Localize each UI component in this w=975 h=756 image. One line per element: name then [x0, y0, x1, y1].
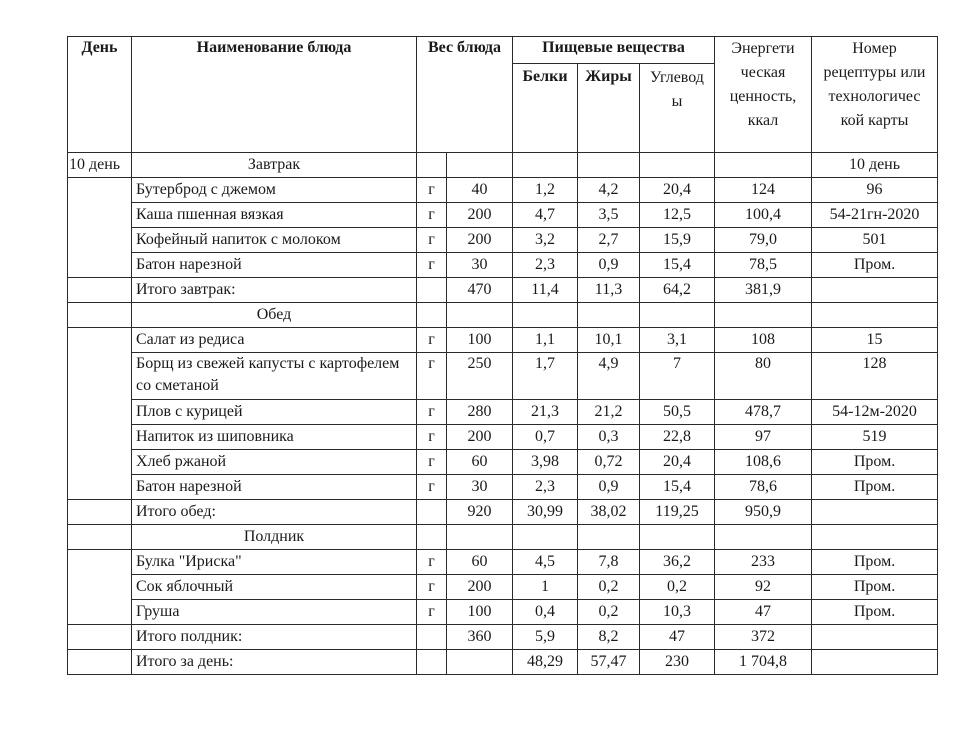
protein: 3,2 [513, 228, 578, 253]
fat: 4,9 [578, 353, 640, 400]
dish-name: Сок яблочный [132, 575, 417, 600]
energy: 47 [715, 600, 812, 625]
energy: 100,4 [715, 203, 812, 228]
fat: 0,72 [578, 450, 640, 475]
dish-name: Булка "Ириска" [132, 550, 417, 575]
dish-name: Напиток из шиповника [132, 425, 417, 450]
total-row-breakfast [68, 278, 938, 303]
total-row-snack [68, 625, 938, 650]
weight: 280 [447, 400, 513, 425]
table-row [68, 328, 938, 353]
total-label: Итого полдник: [132, 625, 417, 650]
fat: 0,2 [578, 600, 640, 625]
dish-name: Кофейный напиток с молоком [132, 228, 417, 253]
fat: 0,3 [578, 425, 640, 450]
carbs: 15,4 [640, 253, 715, 278]
unit: г [417, 400, 447, 425]
header-weight: Вес блюда [417, 37, 513, 153]
fat: 0,9 [578, 253, 640, 278]
energy: 478,7 [715, 400, 812, 425]
protein: 1,7 [513, 353, 578, 400]
energy: 80 [715, 353, 812, 400]
weight: 200 [447, 575, 513, 600]
protein: 2,3 [513, 475, 578, 500]
dish-name: Батон нарезной [132, 475, 417, 500]
weight: 250 [447, 353, 513, 400]
total-row-day [68, 650, 938, 675]
carbs: 3,1 [640, 328, 715, 353]
energy: 108,6 [715, 450, 812, 475]
unit: г [417, 228, 447, 253]
dish-name: Батон нарезной [132, 253, 417, 278]
dish-name: Бутерброд с джемом [132, 178, 417, 203]
fat: 4,2 [578, 178, 640, 203]
unit: г [417, 203, 447, 228]
header-row-1 [68, 37, 938, 64]
protein: 0,4 [513, 600, 578, 625]
header-carbs: Углевод ы [640, 64, 715, 153]
recipe: 54-21гн-2020 [812, 203, 938, 228]
carbs: 50,5 [640, 400, 715, 425]
menu-table [67, 36, 938, 675]
recipe: Пром. [812, 450, 938, 475]
protein: 4,5 [513, 550, 578, 575]
day-total-label: Итого за день: [132, 650, 417, 675]
total-protein: 11,4 [513, 278, 578, 303]
section-title-breakfast: Завтрак [132, 153, 417, 178]
day-label-right: 10 день [812, 153, 938, 178]
protein: 0,7 [513, 425, 578, 450]
protein: 1,2 [513, 178, 578, 203]
total-energy: 372 [715, 625, 812, 650]
table-row [68, 450, 938, 475]
fat: 0,2 [578, 575, 640, 600]
header-protein: Белки [513, 64, 578, 153]
protein: 1,1 [513, 328, 578, 353]
table-row [68, 253, 938, 278]
day-total-energy: 1 704,8 [715, 650, 812, 675]
weight: 200 [447, 228, 513, 253]
lunch-title-row [68, 303, 938, 328]
recipe: 15 [812, 328, 938, 353]
total-carbs: 119,25 [640, 500, 715, 525]
protein: 21,3 [513, 400, 578, 425]
fat: 21,2 [578, 400, 640, 425]
energy: 233 [715, 550, 812, 575]
dish-name: Плов с курицей [132, 400, 417, 425]
total-weight: 360 [447, 625, 513, 650]
table-row [68, 203, 938, 228]
weight: 30 [447, 475, 513, 500]
section-title-lunch: Обед [132, 303, 417, 328]
recipe: 519 [812, 425, 938, 450]
table-row [68, 475, 938, 500]
table-row [68, 353, 938, 400]
fat: 7,8 [578, 550, 640, 575]
fat: 10,1 [578, 328, 640, 353]
total-carbs: 47 [640, 625, 715, 650]
day-label: 10 день [68, 153, 132, 178]
table-row [68, 400, 938, 425]
energy: 97 [715, 425, 812, 450]
carbs: 7 [640, 353, 715, 400]
total-label: Итого завтрак: [132, 278, 417, 303]
total-protein: 5,9 [513, 625, 578, 650]
section-title-snack: Полдник [132, 525, 417, 550]
recipe: 54-12м-2020 [812, 400, 938, 425]
recipe: Пром. [812, 550, 938, 575]
carbs: 12,5 [640, 203, 715, 228]
recipe: 96 [812, 178, 938, 203]
recipe: Пром. [812, 253, 938, 278]
total-energy: 381,9 [715, 278, 812, 303]
dish-name: Хлеб ржаной [132, 450, 417, 475]
unit: г [417, 425, 447, 450]
carbs: 20,4 [640, 450, 715, 475]
total-fat: 8,2 [578, 625, 640, 650]
table-row [68, 575, 938, 600]
recipe: 501 [812, 228, 938, 253]
recipe: Пром. [812, 475, 938, 500]
fat: 3,5 [578, 203, 640, 228]
dish-name: Салат из редиса [132, 328, 417, 353]
unit: г [417, 353, 447, 400]
total-weight: 920 [447, 500, 513, 525]
protein: 1 [513, 575, 578, 600]
total-label: Итого обед: [132, 500, 417, 525]
protein: 3,98 [513, 450, 578, 475]
breakfast-title-row [68, 153, 938, 178]
fat: 2,7 [578, 228, 640, 253]
day-total-protein: 48,29 [513, 650, 578, 675]
weight: 30 [447, 253, 513, 278]
weight: 40 [447, 178, 513, 203]
unit: г [417, 328, 447, 353]
total-energy: 950,9 [715, 500, 812, 525]
energy: 92 [715, 575, 812, 600]
weight: 100 [447, 600, 513, 625]
header-fat: Жиры [578, 64, 640, 153]
unit: г [417, 600, 447, 625]
protein: 4,7 [513, 203, 578, 228]
dish-name: Борщ из свежей капусты с картофелем со сметаной [132, 353, 417, 400]
table-row [68, 425, 938, 450]
energy: 124 [715, 178, 812, 203]
table-row [68, 178, 938, 203]
snack-title-row [68, 525, 938, 550]
dish-name: Каша пшенная вязкая [132, 203, 417, 228]
unit: г [417, 178, 447, 203]
header-recipe: Номер рецептуры или технологичес кой карты [812, 37, 938, 153]
total-fat: 11,3 [578, 278, 640, 303]
unit: г [417, 253, 447, 278]
unit: г [417, 575, 447, 600]
header-dish: Наименование блюда [132, 37, 417, 153]
protein: 2,3 [513, 253, 578, 278]
day-total-fat: 57,47 [578, 650, 640, 675]
recipe: Пром. [812, 575, 938, 600]
table-row [68, 600, 938, 625]
header-energy: Энергети ческая ценность, ккал [715, 37, 812, 153]
total-row-lunch [68, 500, 938, 525]
energy: 78,6 [715, 475, 812, 500]
carbs: 22,8 [640, 425, 715, 450]
header-nutrients: Пищевые вещества [513, 37, 715, 64]
unit: г [417, 475, 447, 500]
recipe: 128 [812, 353, 938, 400]
fat: 0,9 [578, 475, 640, 500]
carbs: 15,9 [640, 228, 715, 253]
table-row [68, 550, 938, 575]
total-protein: 30,99 [513, 500, 578, 525]
energy: 79,0 [715, 228, 812, 253]
table-row [68, 228, 938, 253]
carbs: 36,2 [640, 550, 715, 575]
dish-name: Груша [132, 600, 417, 625]
total-fat: 38,02 [578, 500, 640, 525]
carbs: 0,2 [640, 575, 715, 600]
weight: 200 [447, 425, 513, 450]
weight: 200 [447, 203, 513, 228]
total-carbs: 64,2 [640, 278, 715, 303]
header-day: День [68, 37, 132, 153]
energy: 78,5 [715, 253, 812, 278]
carbs: 20,4 [640, 178, 715, 203]
weight: 60 [447, 550, 513, 575]
total-weight: 470 [447, 278, 513, 303]
weight: 100 [447, 328, 513, 353]
weight: 60 [447, 450, 513, 475]
unit: г [417, 550, 447, 575]
energy: 108 [715, 328, 812, 353]
day-total-carbs: 230 [640, 650, 715, 675]
carbs: 15,4 [640, 475, 715, 500]
unit: г [417, 450, 447, 475]
carbs: 10,3 [640, 600, 715, 625]
recipe: Пром. [812, 600, 938, 625]
